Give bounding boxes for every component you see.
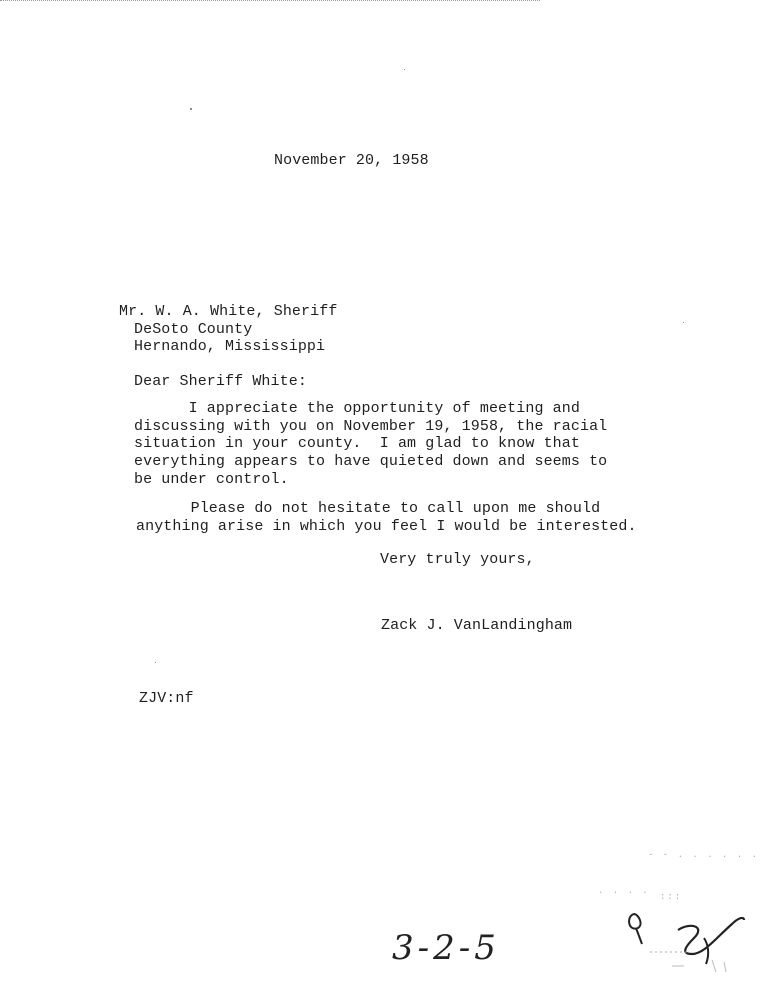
paragraph-1-line: discussing with you on November 19, 1958, the racial <box>134 418 608 435</box>
paragraph-1-line: everything appears to have quieted down and seems to <box>134 453 608 470</box>
recipient-county: DeSoto County <box>134 321 253 338</box>
paper-speck <box>404 69 405 70</box>
faint-stamp-mark: - - . . . . . . <box>648 850 760 860</box>
closing: Very truly yours, <box>380 551 535 568</box>
recipient-city: Hernando, Mississippi <box>134 338 326 355</box>
paragraph-1-line: I appreciate the opportunity of meeting and <box>134 400 580 417</box>
handwritten-file-number: 3-2-5 <box>392 928 500 968</box>
handwritten-initials-scrawl <box>620 908 755 978</box>
page-top-edge <box>0 0 540 3</box>
letter-date: November 20, 1958 <box>274 152 429 169</box>
salutation: Dear Sheriff White: <box>134 373 307 390</box>
paragraph-2-line: Please do not hesitate to call upon me should <box>136 500 601 517</box>
reference-initials: ZJV:nf <box>139 690 194 707</box>
paragraph-2-line: anything arise in which you feel I would be interested. <box>136 518 637 535</box>
recipient-name: Mr. W. A. White, Sheriff <box>119 303 338 320</box>
faint-stamp-mark: ::: <box>660 892 683 902</box>
faint-stamp-mark: . . . . <box>598 886 650 896</box>
paper-speck <box>155 662 156 663</box>
signature-name: Zack J. VanLandingham <box>381 617 573 634</box>
paragraph-1-line: be under control. <box>134 471 289 488</box>
paragraph-1-line: situation in your county. I am glad to know that <box>134 435 580 452</box>
paper-speck <box>683 322 684 323</box>
paper-speck <box>190 108 192 110</box>
